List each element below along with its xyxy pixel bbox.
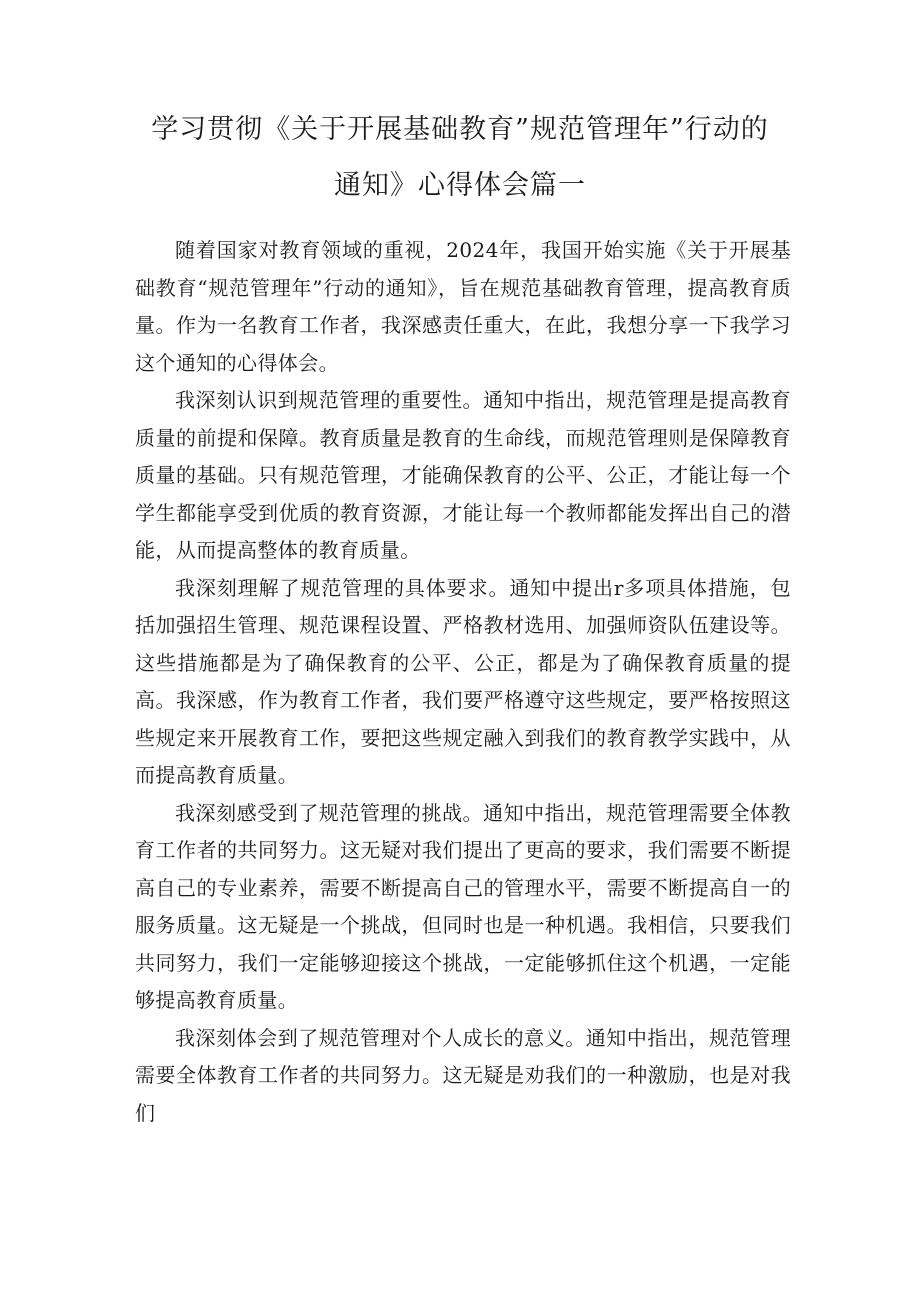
title-line-2: 通知》心得体会篇一: [334, 170, 586, 201]
paragraph-4: 我深刻感受到了规范管理的挑战。通知中指出，规范管理需要全体教育工作者的共同努力。这无疑对我们提出了更高的要求，我们需要不断提高自己的专业素养，需要不断提高自己的管理水平，需要不断提高自一的服务质量。这无疑是一个挑战，但同时也是一种机遇。我相信，只要我们共同努力，我们一定能够迎接这个挑战，一定能够抓住这个机遇，一定能够提高教育质量。: [135, 800, 791, 1012]
paragraph-5: 我深刻体会到了规范管理对个人成长的意义。通知中指出，规范管理需要全体教育工作者的共同努力。这无疑是劝我们的一种激励，也是对我们: [135, 1025, 791, 1125]
paragraph-1: 随着国家对教育领域的重视，2024年，我国开始实施《关于开展基础教育“规范管理年”行动的通知》，旨在规范基础教育管理，提高教育质量。作为一名教育工作者，我深感责任重大，在此，我想分享一下我学习这个通知的心得体会。: [135, 238, 791, 375]
document-body: [135, 232, 791, 1132]
paragraph-3: 我深刻理解了规范管理的具体要求。通知中提出r多项具体措施，包括加强招生管理、规范课程设置、严格教材选用、加强师资队伍建设等。这些措施都是为了确保教育的公平、公正，都是为了确保教育质量的提高。我深感，作为教育工作者，我们要严格遵守这些规定，要严格按照这些规定来开展教育工作，要把这些规定融入到我们的教育教学实践中，从而提高教育质量。: [135, 575, 791, 787]
document-title: [100, 102, 820, 214]
title-line-1: 学习贯彻《关于开展基础教育”规范管理年”行动的: [151, 114, 769, 145]
paragraph-2: 我深刻认识到规范管理的重要性。通知中指出，规范管理是提高教育质量的前提和保障。教育质量是教育的生命线，而规范管理则是保障教育质量的基础。只有规范管理，才能确保教育的公平、公正，才能让每一个学生都能享受到优质的教育资源，才能让每一个教师都能发挥出自己的潜能，从而提高整体的教育质量。: [135, 388, 791, 562]
